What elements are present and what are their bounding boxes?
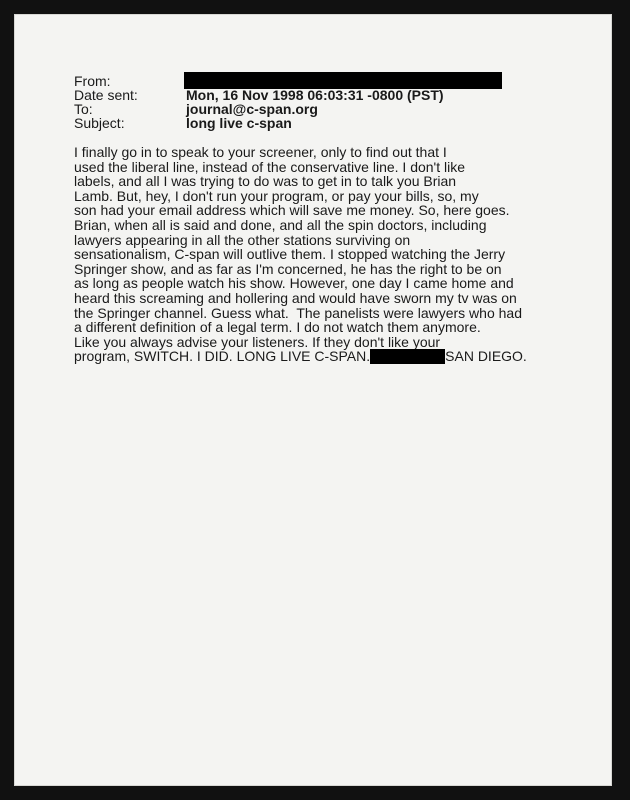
body-line: I finally go in to speak to your screener, only to find out that I [74, 144, 447, 160]
email-body [74, 145, 574, 364]
to-row [74, 102, 444, 116]
subject-row [74, 116, 444, 130]
body-line: Lamb. But, hey, I don't run your program, or pay your bills, so, my [74, 187, 479, 204]
body-line: the Springer channel. Guess what. The panelists were lawyers who had [74, 304, 522, 321]
body-line: Springer show, and as far as I'm concerned, he has the right to be on [74, 260, 502, 277]
date-sent-label: Date sent: [74, 87, 138, 103]
from-row [74, 74, 444, 88]
body-line: sensationalism, C-span will outlive them. I stopped watching the Jerry [74, 246, 506, 263]
from-label: From: [74, 73, 111, 89]
body-line: as long as people watch his show. However, one day I came home and [74, 275, 514, 292]
date-sent-row [74, 88, 444, 102]
body-line: heard this screaming and hollering and would have sworn my tv was on [74, 289, 517, 306]
to-value: journal@c-span.org [186, 101, 318, 117]
body-line: used the liberal line, instead of the conservative line. I don't like [74, 158, 466, 175]
to-label: To: [74, 101, 93, 117]
subject-label: Subject: [74, 115, 125, 131]
body-line: lawyers appearing in all the other stations surviving on [74, 231, 411, 248]
last-line-text: program, SWITCH. I DID. LONG LIVE C-SPAN. [74, 348, 371, 365]
body-line: Brian, when all is said and done, and all the spin doctors, including [74, 216, 487, 233]
signoff-location: SAN DIEGO. [445, 348, 527, 365]
body-line: labels, and all I was trying to do was to get in to talk you Brian [74, 173, 457, 190]
body-line: a different definition of a legal term. I do not watch them anymore. [74, 319, 481, 336]
date-sent-value: Mon, 16 Nov 1998 06:03:31 -0800 (PST) [186, 87, 444, 103]
subject-value: long live c-span [186, 115, 292, 131]
body-last-line [74, 349, 574, 364]
email-header [74, 74, 444, 130]
name-redaction [370, 349, 445, 364]
body-line: Like you always advise your listeners. If they don't like your [74, 333, 441, 350]
body-line: son had your email address which will save me money. So, here goes. [74, 202, 510, 219]
